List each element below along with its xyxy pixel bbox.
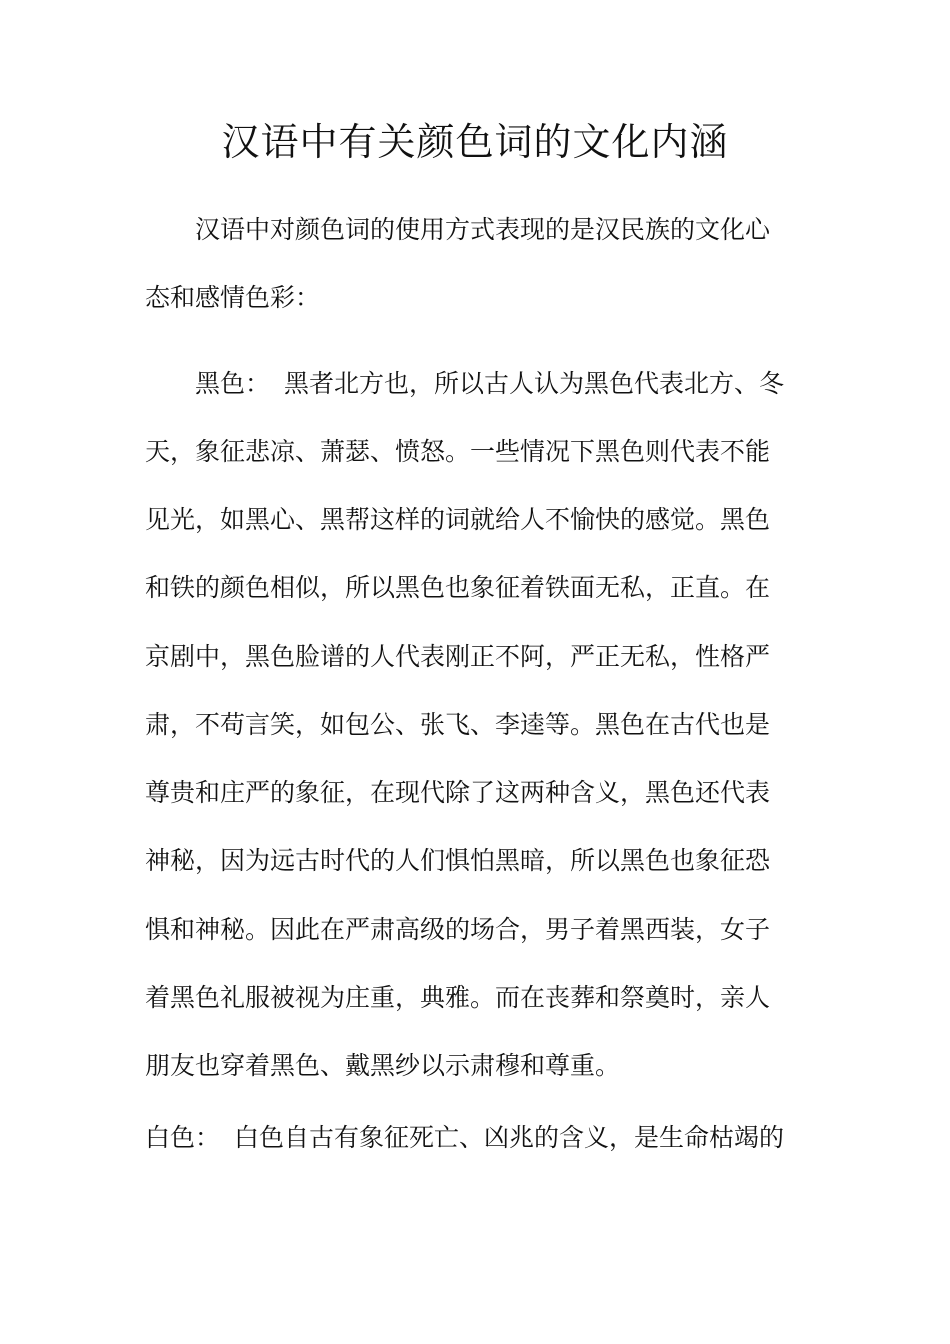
black-line: 京剧中，黑色脸谱的人代表刚正不阿，严正无私，性格严	[145, 642, 771, 671]
intro-line-2: 态和感情色彩：	[145, 283, 321, 312]
black-line: 天，象征悲凉、萧瑟、愤怒。一些情况下黑色则代表不能	[145, 437, 771, 466]
black-line: 和铁的颜色相似，所以黑色也象征着铁面无私，正直。在	[145, 573, 771, 602]
black-paragraph-first-line	[195, 364, 805, 404]
black-line: 惧和神秘。因此在严肃高级的场合，男子着黑西装，女子	[145, 915, 771, 944]
black-line: 见光，如黑心、黑帮这样的词就给人不愉快的感觉。黑色	[145, 505, 771, 534]
black-line: 尊贵和庄严的象征，在现代除了这两种含义，黑色还代表	[145, 778, 771, 807]
intro-line-1: 汉语中对颜色词的使用方式表现的是汉民族的文化心	[195, 215, 771, 244]
black-first-text: 黑者北方也，所以古人认为黑色代表北方、冬	[284, 369, 785, 398]
white-paragraph-first-line	[145, 1118, 805, 1158]
black-label: 黑色：	[195, 369, 271, 398]
black-line: 肃，不苟言笑，如包公、张飞、李逵等。黑色在古代也是	[145, 710, 771, 739]
white-label: 白色：	[145, 1123, 221, 1152]
white-first-text: 白色自古有象征死亡、凶兆的含义，是生命枯竭的	[234, 1123, 785, 1152]
black-line: 着黑色礼服被视为庄重，典雅。而在丧葬和祭奠时，亲人	[145, 983, 771, 1012]
black-line: 神秘，因为远古时代的人们惧怕黑暗，所以黑色也象征恐	[145, 846, 771, 875]
document-title: 汉语中有关颜色词的文化内涵	[221, 120, 729, 164]
black-line: 朋友也穿着黑色、戴黑纱以示肃穆和尊重。	[145, 1051, 621, 1080]
